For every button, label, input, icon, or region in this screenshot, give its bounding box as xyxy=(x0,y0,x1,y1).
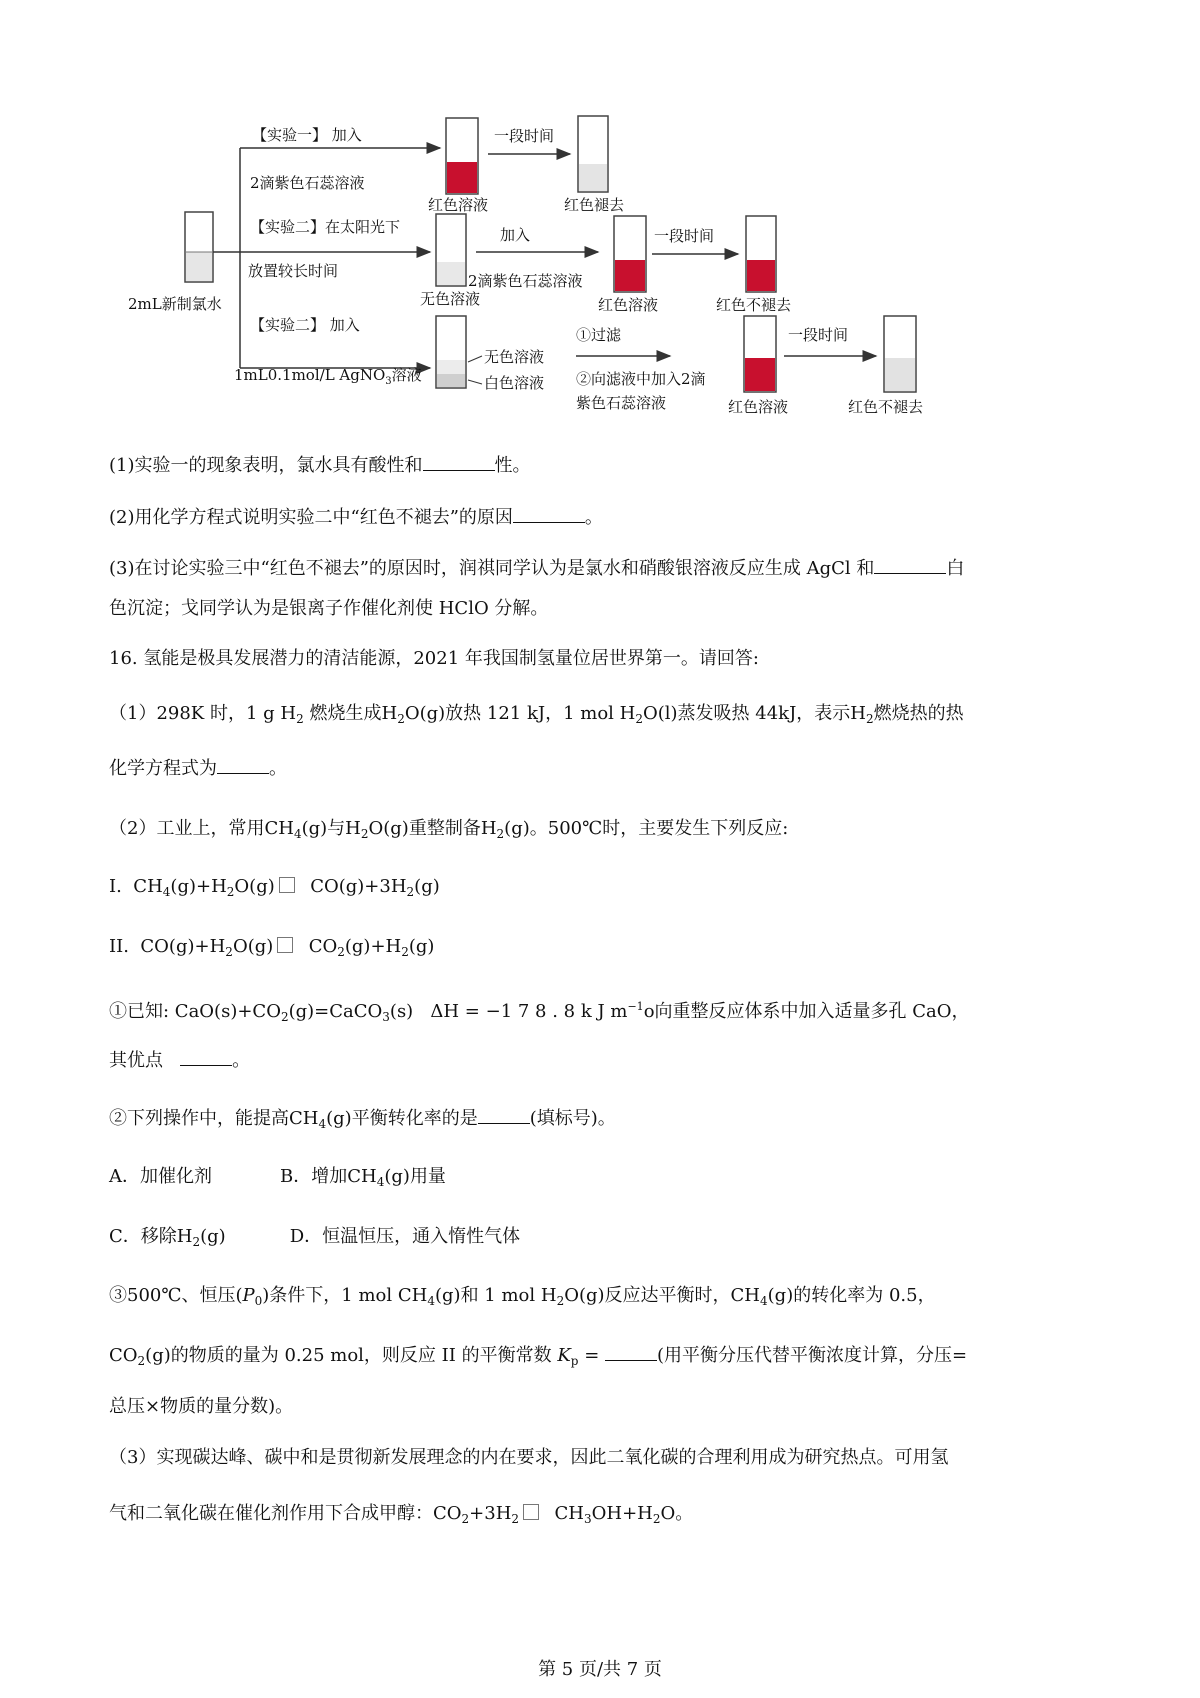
exp2-tube-red-kept xyxy=(746,216,776,292)
exp2-condition: 放置较长时间 xyxy=(248,262,339,280)
exp3-tube-red xyxy=(744,316,776,392)
q16-options-cd xyxy=(109,1223,520,1256)
exp3-upper-label: 无色溶液 xyxy=(484,348,545,366)
q16-sub3: ③500℃、恒压$(P_0)$条件下，1 mol $CH_4(g)$和 1 mol $H_2O(g)$反应达平衡时，$CH_4(g)$的转化率为 0.5， xyxy=(109,1285,936,1308)
q16-part3-cont: 气和二氧化碳在催化剂作用下合成甲醇：$CO_2+3H_2$ $CH_3OH+H_2O$。 xyxy=(109,1503,694,1526)
exp1-tube-faded xyxy=(578,116,608,192)
experiment-diagram xyxy=(0,0,1200,420)
option-c[interactable]: C．移除$H_2(g)$ xyxy=(109,1226,226,1249)
q16-sub1-cont: 其优点 。 xyxy=(109,1047,250,1075)
q16-sub1: ①已知: $CaO(s)+CO_2(g)=CaCO_3(s)$ ΔH = −1 7 8 . 8 k J $m^{-1}o$向重整反应体系中加入适量多孔 CaO， xyxy=(109,1000,970,1024)
exp1-arrow-label: 一段时间 xyxy=(494,127,555,145)
q16-part2: （2）工业上，常用$CH_4(g)$与$H_2O(g)$重整制备$H_2(g)$。500℃时，主要发生下列反应: xyxy=(109,818,789,841)
q15-part2: (2)用化学方程式说明实验二中“红色不褪去”的原因 。 xyxy=(109,504,603,532)
exp3-label: 【实验二】 加入 xyxy=(250,316,360,334)
exp3-tube-precipitate xyxy=(436,316,466,388)
equilibrium-arrow-icon xyxy=(277,937,293,953)
exp2-label: 【实验二】在太阳光下 xyxy=(250,218,401,236)
exp2-reagent: 2滴紫色石蕊溶液 xyxy=(468,272,583,290)
exp1-tube-red xyxy=(446,118,478,194)
answer-blank[interactable] xyxy=(513,504,585,523)
exp1-reagent: 2滴紫色石蕊溶液 xyxy=(250,174,365,192)
exp3-tube2-label: 红色溶液 xyxy=(728,398,789,416)
page-footer: 第 5 页/共 7 页 xyxy=(538,1659,662,1680)
exp2-tube-red xyxy=(614,216,646,292)
answer-blank[interactable] xyxy=(605,1342,657,1361)
q15-part1: (1)实验一的现象表明，氯水具有酸性和 性。 xyxy=(109,452,531,480)
q16-part1: （1）298K 时，1 g $H_2$ 燃烧生成$H_2O(g)$放热 121 kJ，1 mol $H_2O(l)$蒸发吸热 44kJ，表示$H_2$燃烧热的热 xyxy=(109,703,964,726)
exp3-step2b: 紫色石蕊溶液 xyxy=(576,394,667,412)
q16-intro: 16. 氢能是极具发展潜力的清洁能源，2021 年我国制氢量位居世界第一。请回答: xyxy=(109,648,759,669)
q16-sub3-cont2: 总压×物质的量分数)。 xyxy=(109,1396,294,1417)
q16-sub2: ②下列操作中，能提高$CH_4(g)$平衡转化率的是 (填标号)。 xyxy=(109,1105,616,1138)
q16-part1-cont: 化学方程式为 。 xyxy=(109,755,287,783)
exp3-step2a: ②向滤液中加入2滴 xyxy=(576,370,706,388)
source-tube xyxy=(185,212,213,282)
exp3-tube3-label: 红色不褪去 xyxy=(848,398,924,416)
exp3-arrow-label: 一段时间 xyxy=(788,326,849,344)
answer-blank[interactable] xyxy=(180,1047,232,1066)
exp3-tube-faded xyxy=(884,316,916,392)
option-a[interactable]: A．加催化剂 xyxy=(109,1166,212,1187)
exp1-tube1-label: 红色溶液 xyxy=(428,196,489,214)
answer-blank[interactable] xyxy=(217,755,269,774)
exp2-tube2-label: 红色溶液 xyxy=(598,296,659,314)
reaction-1: I. $CH_4(g)+H_2O(g)$ $CO(g)+3H_2(g)$ xyxy=(109,876,440,899)
answer-blank[interactable] xyxy=(423,452,495,471)
q15-part3: (3)在讨论实验三中“红色不褪去”的原因时，润祺同学认为是氯水和硝酸银溶液反应生成 AgCl 和 白 xyxy=(109,555,964,583)
equilibrium-arrow-icon xyxy=(279,877,295,893)
exp1-label: 【实验一】 加入 xyxy=(252,126,362,144)
exp3-reagent: 1mL0.1mol/L AgNO$_3$溶液 xyxy=(234,366,422,387)
exp2-tube-colorless xyxy=(436,214,466,286)
exp2-tube1-label: 无色溶液 xyxy=(420,290,481,308)
exp3-step1: ①过滤 xyxy=(576,326,622,344)
q16-sub3-cont: $CO_2(g)$的物质的量为 0.25 mol，则反应 II 的平衡常数 $K_p$ = (用平衡分压代替平衡浓度计算，分压= xyxy=(109,1342,967,1375)
exp3-lower-label: 白色溶液 xyxy=(484,374,545,392)
reaction-2: II. $CO(g)+H_2O(g)$ $CO_2(g)+H_2(g)$ xyxy=(109,936,435,959)
exp1-tube2-label: 红色褪去 xyxy=(564,196,625,214)
exp2-tube3-label: 红色不褪去 xyxy=(716,296,792,314)
equilibrium-arrow-icon xyxy=(523,1504,539,1520)
start-label: 2mL新制氯水 xyxy=(128,295,222,313)
option-d[interactable]: D．恒温恒压，通入惰性气体 xyxy=(289,1226,521,1247)
q16-part3: （3）实现碳达峰、碳中和是贯彻新发展理念的内在要求，因此二氧化碳的合理利用成为研究热点。可用氢 xyxy=(109,1447,949,1468)
q15-part3-cont: 色沉淀；戈同学认为是银离子作催化剂使 HClO 分解。 xyxy=(109,598,549,619)
answer-blank[interactable] xyxy=(874,555,946,574)
q16-options-ab xyxy=(109,1163,446,1196)
answer-blank[interactable] xyxy=(478,1105,530,1124)
exp2-arrow-label: 一段时间 xyxy=(654,227,715,245)
exp2-add-label: 加入 xyxy=(500,226,531,244)
option-b[interactable]: B．增加$CH_4(g)$用量 xyxy=(280,1166,446,1189)
